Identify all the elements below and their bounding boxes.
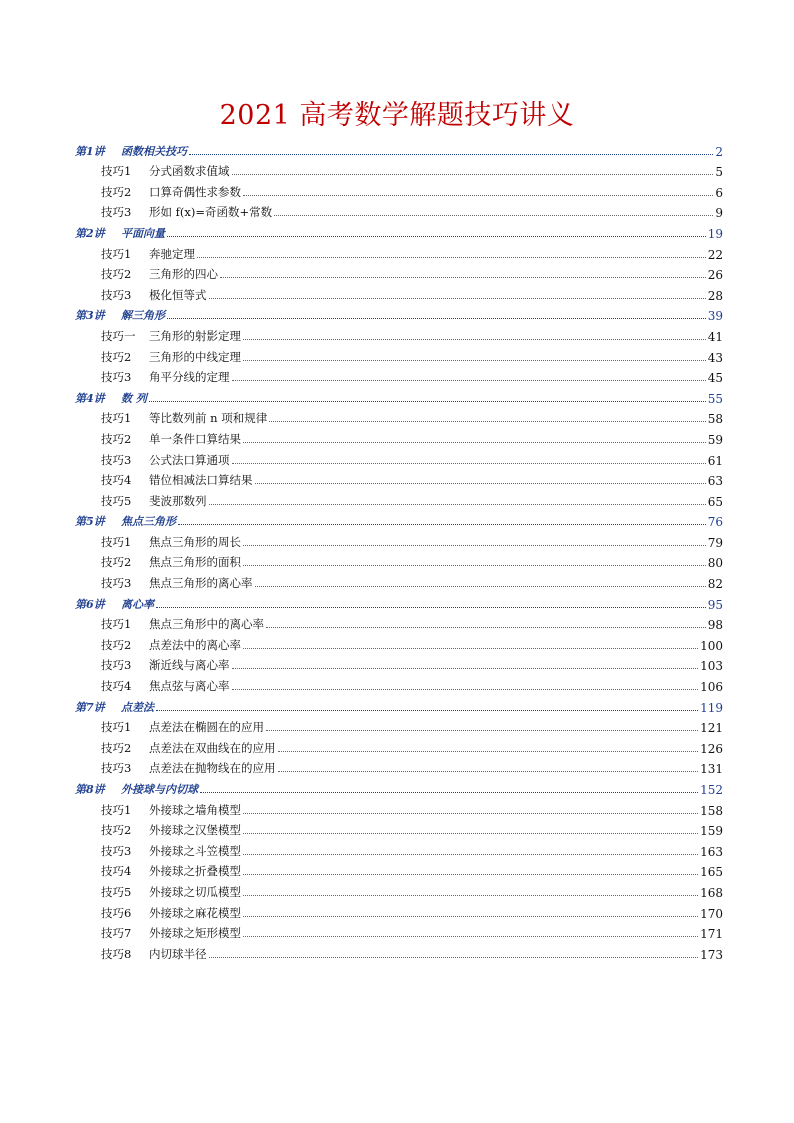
toc-skill-entry[interactable] bbox=[75, 159, 723, 180]
toc-entry-label bbox=[75, 513, 176, 529]
dot-leader bbox=[278, 750, 699, 752]
toc-entry-label bbox=[75, 699, 154, 715]
dot-leader bbox=[274, 214, 713, 216]
toc-entry-title: 离心率 bbox=[121, 597, 154, 611]
toc-lecture-entry[interactable] bbox=[75, 138, 723, 159]
toc-skill-entry[interactable] bbox=[75, 673, 723, 694]
toc-entry-title: 解三角形 bbox=[121, 309, 165, 323]
toc-lecture-entry[interactable] bbox=[75, 591, 723, 612]
toc-entry-label bbox=[75, 225, 165, 241]
toc-page-number: 171 bbox=[700, 927, 723, 942]
table-of-contents bbox=[75, 138, 723, 962]
toc-page-number: 26 bbox=[707, 268, 723, 283]
toc-entry-title: 三角形的射影定理 bbox=[149, 328, 241, 343]
toc-skill-entry[interactable] bbox=[75, 447, 723, 468]
toc-skill-entry[interactable] bbox=[75, 797, 723, 818]
toc-entry-number: 第7讲 bbox=[75, 700, 105, 714]
toc-page-number: 80 bbox=[707, 556, 723, 571]
toc-skill-entry[interactable] bbox=[75, 323, 723, 344]
toc-entry-label bbox=[75, 596, 154, 612]
toc-entry-number: 第2讲 bbox=[75, 226, 105, 240]
dot-leader bbox=[243, 544, 706, 546]
toc-lecture-entry[interactable] bbox=[75, 509, 723, 530]
toc-entry-number: 技巧4 bbox=[101, 864, 132, 879]
toc-entry-number: 技巧2 bbox=[101, 184, 132, 199]
toc-entry-label bbox=[101, 410, 267, 426]
toc-entry-title: 函数相关技巧 bbox=[121, 144, 187, 158]
dot-leader bbox=[232, 462, 706, 464]
dot-leader bbox=[156, 709, 698, 711]
toc-skill-entry[interactable] bbox=[75, 344, 723, 365]
toc-page-number: 126 bbox=[700, 741, 723, 756]
toc-entry-number: 技巧3 bbox=[101, 576, 132, 591]
toc-skill-entry[interactable] bbox=[75, 570, 723, 591]
toc-entry-number: 技巧3 bbox=[101, 843, 132, 858]
toc-entry-label bbox=[101, 822, 241, 838]
toc-entry-number: 第5讲 bbox=[75, 515, 105, 529]
toc-entry-number: 技巧一 bbox=[101, 328, 136, 343]
dot-leader bbox=[149, 400, 706, 402]
toc-entry-title: 内切球半径 bbox=[149, 946, 207, 961]
toc-entry-title: 焦点三角形的离心率 bbox=[149, 576, 253, 591]
toc-entry-number: 技巧2 bbox=[101, 637, 132, 652]
toc-entry-title: 焦点弦与离心率 bbox=[149, 679, 230, 694]
dot-leader bbox=[232, 688, 699, 690]
toc-skill-entry[interactable] bbox=[75, 653, 723, 674]
toc-skill-entry[interactable] bbox=[75, 612, 723, 633]
toc-entry-title: 公式法口算通项 bbox=[149, 452, 230, 467]
toc-entry-label bbox=[101, 554, 241, 570]
toc-page-number: 159 bbox=[700, 824, 723, 839]
toc-entry-number: 技巧8 bbox=[101, 946, 132, 961]
toc-entry-label bbox=[101, 925, 241, 941]
toc-entry-label bbox=[101, 328, 241, 344]
toc-entry-label bbox=[101, 657, 230, 673]
toc-skill-entry[interactable] bbox=[75, 488, 723, 509]
toc-lecture-entry[interactable] bbox=[75, 385, 723, 406]
toc-page-number: 45 bbox=[707, 371, 723, 386]
toc-entry-number: 技巧4 bbox=[101, 473, 132, 488]
toc-entry-number: 技巧2 bbox=[101, 823, 132, 838]
toc-page-number: 163 bbox=[700, 844, 723, 859]
dot-leader bbox=[167, 235, 706, 237]
toc-page-number: 82 bbox=[707, 577, 723, 592]
dot-leader bbox=[232, 173, 714, 175]
toc-entry-label bbox=[101, 349, 241, 365]
dot-leader bbox=[232, 379, 706, 381]
toc-entry-label bbox=[101, 616, 264, 632]
toc-entry-title: 焦点三角形中的离心率 bbox=[149, 617, 264, 632]
toc-page-number: 152 bbox=[700, 783, 723, 797]
dot-leader bbox=[209, 956, 699, 958]
toc-page-number: 119 bbox=[700, 700, 723, 715]
toc-entry-label bbox=[75, 143, 187, 159]
toc-page-number: 76 bbox=[707, 515, 723, 530]
toc-entry-title: 外接球之斗笠模型 bbox=[149, 843, 241, 858]
toc-skill-entry[interactable] bbox=[75, 941, 723, 962]
toc-entry-label bbox=[101, 843, 241, 859]
toc-page-number: 170 bbox=[700, 906, 723, 921]
toc-entry-number: 技巧4 bbox=[101, 679, 132, 694]
toc-entry-title: 极化恒等式 bbox=[149, 287, 207, 302]
toc-entry-title: 焦点三角形 bbox=[121, 515, 176, 529]
toc-page-number: 41 bbox=[707, 329, 723, 344]
dot-leader bbox=[167, 317, 706, 319]
toc-entry-number: 技巧3 bbox=[101, 370, 132, 385]
dot-leader bbox=[255, 482, 706, 484]
toc-page-number: 6 bbox=[715, 185, 723, 200]
toc-entry-label bbox=[101, 534, 241, 550]
toc-entry-label bbox=[75, 390, 147, 406]
toc-page-number: 158 bbox=[700, 803, 723, 818]
toc-skill-entry[interactable] bbox=[75, 241, 723, 262]
toc-entry-title: 斐波那数列 bbox=[149, 493, 207, 508]
toc-page-number: 5 bbox=[715, 165, 723, 180]
toc-entry-title: 外接球之墙角模型 bbox=[149, 802, 241, 817]
toc-page-number: 131 bbox=[700, 762, 723, 777]
dot-leader bbox=[200, 791, 698, 793]
toc-lecture-entry[interactable] bbox=[75, 776, 723, 797]
toc-entry-label bbox=[101, 431, 241, 447]
toc-skill-entry[interactable] bbox=[75, 282, 723, 303]
toc-skill-entry[interactable] bbox=[75, 715, 723, 736]
dot-leader bbox=[278, 770, 699, 772]
toc-entry-title: 点差法 bbox=[121, 700, 154, 714]
toc-entry-title: 点差法中的离心率 bbox=[149, 637, 241, 652]
toc-entry-title: 外接球与内切球 bbox=[121, 783, 198, 796]
toc-entry-number: 技巧1 bbox=[101, 534, 132, 549]
toc-entry-label bbox=[75, 307, 165, 323]
dot-leader bbox=[243, 812, 698, 814]
toc-skill-entry[interactable] bbox=[75, 900, 723, 921]
toc-entry-label bbox=[101, 575, 253, 591]
toc-skill-entry[interactable] bbox=[75, 262, 723, 283]
toc-skill-entry[interactable] bbox=[75, 179, 723, 200]
toc-entry-number: 技巧1 bbox=[101, 246, 132, 261]
toc-entry-title: 外接球之麻花模型 bbox=[149, 905, 241, 920]
toc-skill-entry[interactable] bbox=[75, 426, 723, 447]
toc-entry-label bbox=[101, 452, 230, 468]
dot-leader bbox=[266, 626, 706, 628]
dot-leader bbox=[243, 853, 698, 855]
toc-skill-entry[interactable] bbox=[75, 200, 723, 221]
toc-entry-title: 外接球之折叠模型 bbox=[149, 864, 241, 879]
dot-leader bbox=[243, 194, 713, 196]
toc-entry-label bbox=[101, 863, 241, 879]
toc-page-number: 19 bbox=[707, 226, 723, 241]
toc-entry-label bbox=[101, 719, 264, 735]
toc-skill-entry[interactable] bbox=[75, 529, 723, 550]
toc-entry-title: 等比数列前 n 项和规律 bbox=[149, 411, 268, 426]
toc-entry-label bbox=[101, 884, 241, 900]
dot-leader bbox=[243, 915, 698, 917]
dot-leader bbox=[266, 729, 698, 731]
toc-entry-title: 形如 f(x)=奇函数+常数 bbox=[149, 205, 273, 220]
toc-entry-title: 点差法在抛物线在的应用 bbox=[149, 761, 276, 776]
toc-entry-number: 技巧3 bbox=[101, 452, 132, 467]
dot-leader bbox=[243, 338, 706, 340]
toc-skill-entry[interactable] bbox=[75, 365, 723, 386]
toc-entry-title: 点差法在椭圆在的应用 bbox=[149, 720, 264, 735]
toc-skill-entry[interactable] bbox=[75, 818, 723, 839]
toc-skill-entry[interactable] bbox=[75, 838, 723, 859]
toc-entry-number: 第8讲 bbox=[75, 783, 105, 796]
toc-skill-entry[interactable] bbox=[75, 406, 723, 427]
dot-leader bbox=[197, 256, 706, 258]
toc-page-number: 168 bbox=[700, 885, 723, 900]
toc-entry-number: 技巧1 bbox=[101, 720, 132, 735]
toc-page-number: 100 bbox=[700, 638, 723, 653]
toc-page-number: 173 bbox=[700, 947, 723, 962]
toc-entry-title: 错位相减法口算结果 bbox=[149, 473, 253, 488]
toc-page-number: 98 bbox=[707, 618, 723, 633]
dot-leader bbox=[243, 647, 698, 649]
dot-leader bbox=[255, 585, 706, 587]
toc-entry-title: 平面向量 bbox=[121, 226, 165, 240]
toc-entry-number: 第3讲 bbox=[75, 309, 105, 323]
toc-skill-entry[interactable] bbox=[75, 879, 723, 900]
toc-page-number: 55 bbox=[707, 391, 723, 406]
toc-entry-label bbox=[101, 204, 272, 220]
toc-entry-title: 角平分线的定理 bbox=[149, 370, 230, 385]
toc-entry-label bbox=[101, 493, 207, 509]
dot-leader bbox=[189, 153, 713, 155]
toc-lecture-entry[interactable] bbox=[75, 303, 723, 324]
toc-entry-label bbox=[101, 266, 218, 282]
toc-entry-title: 分式函数求值域 bbox=[149, 164, 230, 179]
dot-leader bbox=[243, 441, 706, 443]
toc-entry-number: 第1讲 bbox=[75, 144, 105, 158]
dot-leader bbox=[209, 297, 706, 299]
toc-entry-label bbox=[101, 287, 207, 303]
toc-entry-label bbox=[75, 781, 198, 797]
dot-leader bbox=[178, 523, 706, 525]
toc-entry-label bbox=[101, 740, 276, 756]
toc-entry-number: 技巧1 bbox=[101, 617, 132, 632]
toc-entry-title: 三角形的四心 bbox=[149, 267, 218, 282]
dot-leader bbox=[220, 276, 706, 278]
dot-leader bbox=[243, 935, 698, 937]
toc-entry-title: 奔驰定理 bbox=[149, 246, 195, 261]
toc-entry-title: 外接球之汉堡模型 bbox=[149, 823, 241, 838]
toc-entry-title: 三角形的中线定理 bbox=[149, 349, 241, 364]
toc-entry-number: 技巧2 bbox=[101, 267, 132, 282]
toc-skill-entry[interactable] bbox=[75, 921, 723, 942]
toc-page-number: 2 bbox=[715, 144, 723, 159]
toc-entry-title: 单一条件口算结果 bbox=[149, 431, 241, 446]
toc-skill-entry[interactable] bbox=[75, 859, 723, 880]
dot-leader bbox=[243, 894, 698, 896]
toc-entry-number: 技巧3 bbox=[101, 658, 132, 673]
toc-entry-number: 技巧1 bbox=[101, 411, 132, 426]
toc-entry-number: 技巧2 bbox=[101, 740, 132, 755]
toc-entry-label bbox=[101, 246, 195, 262]
toc-entry-title: 数 列 bbox=[121, 391, 147, 405]
toc-entry-label bbox=[101, 760, 276, 776]
toc-entry-title: 点差法在双曲线在的应用 bbox=[149, 740, 276, 755]
toc-page-number: 39 bbox=[707, 309, 723, 324]
toc-entry-number: 技巧2 bbox=[101, 349, 132, 364]
toc-skill-entry[interactable] bbox=[75, 632, 723, 653]
toc-page-number: 9 bbox=[715, 206, 723, 221]
toc-entry-label bbox=[101, 369, 230, 385]
dot-leader bbox=[243, 359, 706, 361]
toc-page-number: 22 bbox=[707, 247, 723, 262]
dot-leader bbox=[243, 832, 698, 834]
toc-entry-number: 技巧1 bbox=[101, 164, 132, 179]
toc-page-number: 79 bbox=[707, 535, 723, 550]
toc-skill-entry[interactable] bbox=[75, 468, 723, 489]
toc-entry-number: 技巧5 bbox=[101, 884, 132, 899]
toc-entry-label bbox=[101, 184, 241, 200]
toc-entry-label bbox=[101, 163, 230, 179]
toc-skill-entry[interactable] bbox=[75, 735, 723, 756]
toc-entry-label bbox=[101, 637, 241, 653]
dot-leader bbox=[209, 503, 706, 505]
dot-leader bbox=[232, 667, 699, 669]
toc-page-number: 106 bbox=[700, 680, 723, 695]
toc-page-number: 63 bbox=[707, 474, 723, 489]
dot-leader bbox=[243, 873, 698, 875]
toc-page-number: 58 bbox=[707, 412, 723, 427]
toc-entry-number: 技巧2 bbox=[101, 431, 132, 446]
toc-page-number: 28 bbox=[707, 288, 723, 303]
toc-entry-label bbox=[101, 802, 241, 818]
toc-entry-number: 技巧5 bbox=[101, 493, 132, 508]
toc-entry-title: 外接球之切瓜模型 bbox=[149, 884, 241, 899]
toc-entry-number: 技巧3 bbox=[101, 761, 132, 776]
toc-entry-number: 技巧1 bbox=[101, 802, 132, 817]
toc-page-number: 61 bbox=[707, 453, 723, 468]
toc-entry-title: 焦点三角形的面积 bbox=[149, 555, 241, 570]
toc-entry-title: 焦点三角形的周长 bbox=[149, 534, 241, 549]
toc-entry-number: 技巧3 bbox=[101, 287, 132, 302]
toc-entry-number: 第4讲 bbox=[75, 391, 105, 405]
toc-page-number: 95 bbox=[707, 597, 723, 612]
dot-leader bbox=[243, 564, 706, 566]
toc-page-number: 165 bbox=[700, 865, 723, 880]
toc-lecture-entry[interactable] bbox=[75, 694, 723, 715]
toc-entry-label bbox=[101, 905, 241, 921]
toc-page-number: 65 bbox=[707, 494, 723, 509]
toc-skill-entry[interactable] bbox=[75, 756, 723, 777]
toc-page-number: 43 bbox=[707, 350, 723, 365]
toc-page-number: 59 bbox=[707, 432, 723, 447]
toc-skill-entry[interactable] bbox=[75, 550, 723, 571]
document-title: 2021 高考数学解题技巧讲义 bbox=[219, 100, 575, 131]
toc-lecture-entry[interactable] bbox=[75, 220, 723, 241]
toc-entry-label bbox=[101, 946, 207, 962]
toc-entry-number: 技巧3 bbox=[101, 205, 132, 220]
toc-entry-title: 口算奇偶性求参数 bbox=[149, 184, 241, 199]
dot-leader bbox=[156, 606, 706, 608]
toc-entry-label bbox=[101, 678, 230, 694]
toc-entry-title: 渐近线与离心率 bbox=[149, 658, 230, 673]
toc-entry-number: 技巧2 bbox=[101, 555, 132, 570]
toc-entry-label bbox=[101, 472, 253, 488]
toc-page-number: 121 bbox=[700, 721, 723, 736]
toc-entry-number: 技巧6 bbox=[101, 905, 132, 920]
toc-entry-title: 外接球之矩形模型 bbox=[149, 926, 241, 941]
toc-page-number: 103 bbox=[700, 659, 723, 674]
toc-entry-number: 第6讲 bbox=[75, 597, 105, 611]
dot-leader bbox=[269, 420, 706, 422]
toc-entry-number: 技巧7 bbox=[101, 926, 132, 941]
